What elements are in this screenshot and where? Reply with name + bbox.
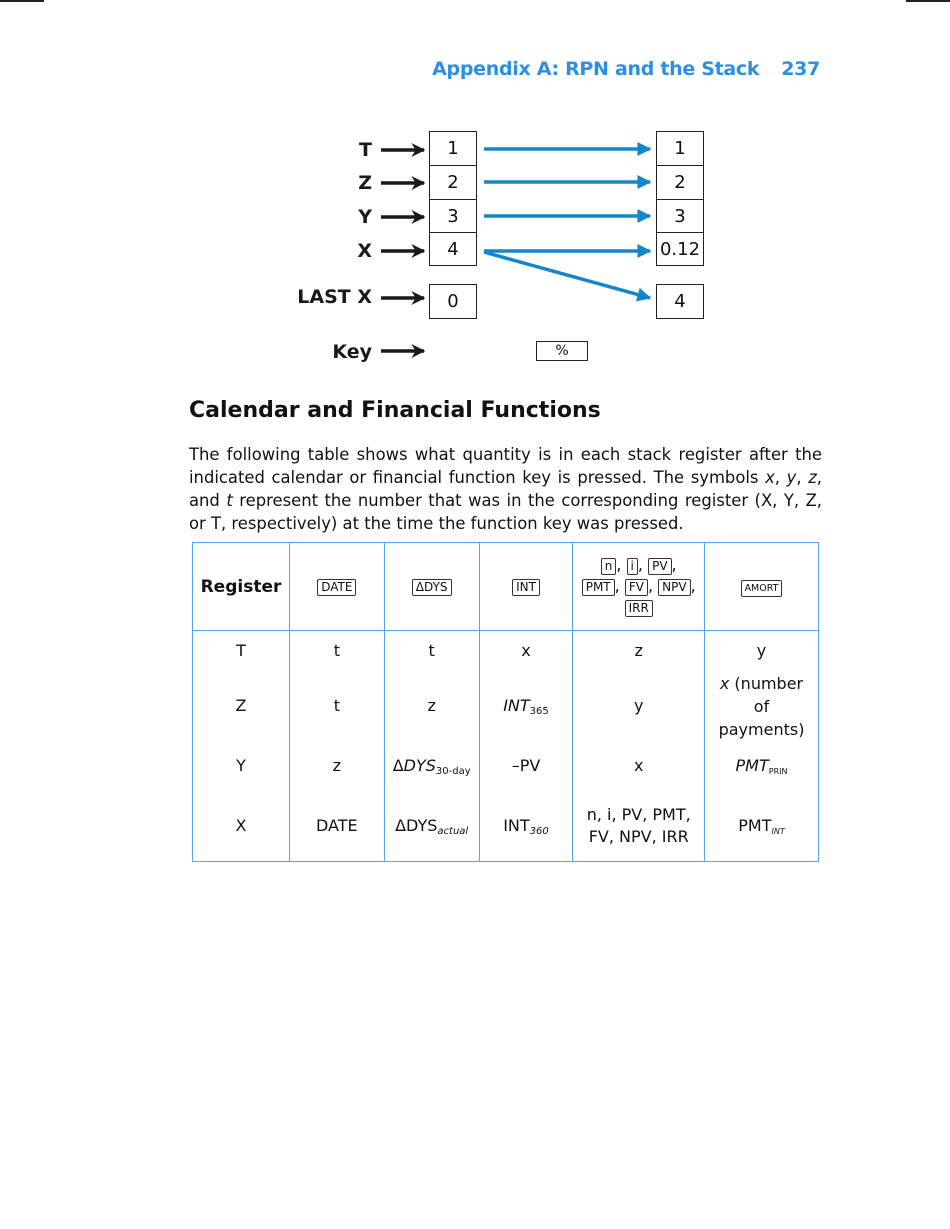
cell-y-date: z: [332, 756, 342, 775]
cell-z-ddys: z: [427, 696, 436, 715]
label-y: Y: [358, 206, 372, 228]
table-header-row: [193, 543, 819, 631]
after-z-box: 2: [656, 165, 704, 200]
section-paragraph: [189, 443, 822, 535]
label-key: Key: [332, 341, 372, 363]
table-body-row: [193, 631, 819, 862]
cell-t-int: x: [521, 641, 531, 660]
para-sep-1: ,: [774, 468, 787, 487]
ddys-key: ΔDYS: [412, 579, 452, 596]
para-text-b: represent the number that was in the corresponding register (X, Y, Z, or T, respectively) at the time the function key was pressed.: [189, 491, 823, 533]
before-z-box: 2: [429, 165, 477, 200]
irr-key: IRR: [625, 600, 653, 617]
cell-y-amort: $PMT_{PRIN}$: [735, 756, 788, 776]
fv-key: FV: [625, 579, 648, 596]
col-date: [289, 631, 384, 862]
cell-x-reg: X: [235, 816, 247, 835]
col-register: [193, 631, 290, 862]
register-table: [192, 542, 819, 862]
section-title: Calendar and Financial Functions: [189, 398, 601, 423]
before-lastx-box: 0: [429, 284, 477, 319]
after-y-box: 3: [656, 199, 704, 233]
cell-y-int: –PV: [511, 756, 541, 775]
para-text-a: The following table shows what quantity is in each stack register after the indicated calendar or financial function key is pressed. The symbols: [189, 445, 822, 487]
before-t-box: 1: [429, 131, 477, 166]
before-y-box: 3: [429, 199, 477, 233]
cell-z-tvm: y: [633, 696, 644, 715]
page-number: 237: [781, 58, 820, 80]
amort-key: AMORT: [741, 580, 783, 597]
cell-x-ddys: $\Delta DYS_{actual}$: [395, 816, 469, 837]
cell-x-int: $INT_{360}$: [503, 816, 549, 837]
cell-z-reg: Z: [235, 696, 247, 715]
flow-arrow-x-to-lastx: [484, 252, 650, 298]
col-amort: [705, 631, 819, 862]
header-date: [289, 543, 384, 631]
label-x: X: [357, 240, 372, 262]
pv-key: PV: [648, 558, 671, 575]
col-ddys: [384, 631, 479, 862]
header-int: [479, 543, 573, 631]
cell-z-int: $INT_{365}$: [503, 696, 549, 717]
cell-z-amort: x (number of payments): [718, 673, 805, 739]
label-t: T: [359, 139, 372, 161]
percent-key: %: [536, 341, 588, 361]
cell-t-ddys: t: [428, 641, 435, 660]
int-key: INT: [512, 579, 540, 596]
header-register: Register: [193, 543, 290, 631]
label-lastx: LAST X: [297, 286, 372, 308]
npv-key: NPV: [658, 579, 690, 596]
para-symbol-z: z: [808, 468, 817, 487]
i-key: i: [627, 558, 638, 575]
after-x-box: 0.12: [656, 232, 704, 266]
cell-z-date: t: [333, 696, 340, 715]
cell-t-date: t: [333, 641, 340, 660]
cell-x-date: DATE: [316, 816, 358, 835]
para-symbol-x: x: [765, 468, 775, 487]
cell-y-tvm: x: [633, 756, 644, 775]
header-amort: [705, 543, 819, 631]
col-int: [479, 631, 573, 862]
cell-t-tvm: z: [634, 641, 643, 660]
cell-x-tvm: n, i, PV, PMT, FV, NPV, IRR: [586, 805, 691, 846]
before-x-box: 4: [429, 232, 477, 266]
cell-x-amort: $PMT_{INT}$: [738, 816, 785, 836]
cell-t-amort: y: [756, 641, 767, 660]
pmt-key: PMT: [582, 579, 615, 596]
para-symbol-y: y: [786, 468, 797, 487]
para-sep-3: , and: [189, 468, 823, 510]
label-z: Z: [358, 172, 372, 194]
n-key: n: [601, 558, 617, 575]
para-symbol-t: t: [226, 491, 233, 510]
col-tvm: [573, 631, 705, 862]
header-title: Appendix A: RPN and the Stack: [432, 58, 760, 80]
after-t-box: 1: [656, 131, 704, 166]
after-lastx-box: 4: [656, 284, 704, 319]
date-key: DATE: [317, 579, 356, 596]
cell-y-reg: Y: [236, 756, 246, 775]
para-sep-2: ,: [796, 468, 809, 487]
cell-t-reg: T: [236, 641, 246, 660]
header-ddys: [384, 543, 479, 631]
header-tvm: n , i , PV , PMT , FV , NPV , IRR: [573, 543, 705, 631]
cell-y-ddys: $\Delta DYS_{30-day}$: [392, 756, 471, 777]
